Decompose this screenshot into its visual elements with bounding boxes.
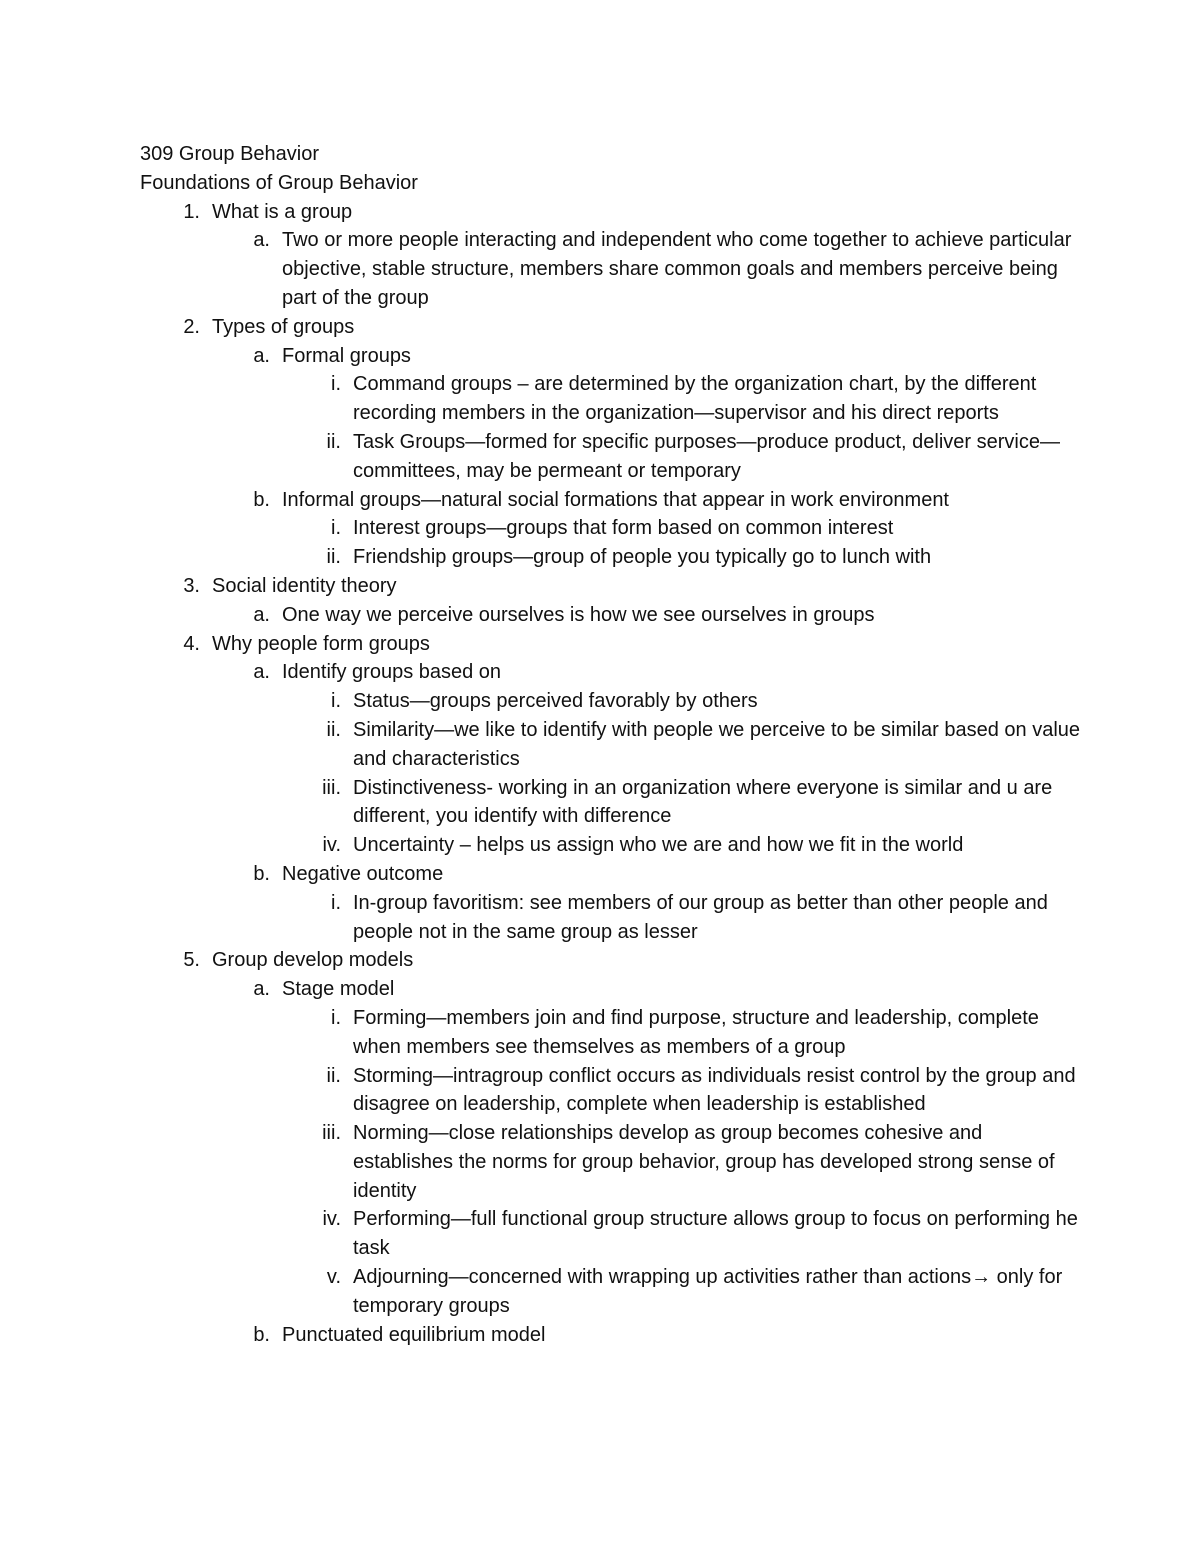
list-item-text: Uncertainty – helps us assign who we are and how we fit in the world <box>353 834 964 857</box>
list-item <box>140 226 1080 312</box>
list-item-text: Informal groups—natural social formations that appear in work environment <box>282 488 949 511</box>
list-item <box>140 428 1080 486</box>
list-item <box>140 601 1080 630</box>
list-item-text: Similarity—we like to identify with people we perceive to be similar based on value and characteristics <box>353 718 1081 770</box>
list-item-text: Adjourning—concerned with wrapping up activities rather than actions→ only for temporary groups <box>353 1266 1063 1317</box>
list-marker: iv. <box>322 834 341 857</box>
list-item-text: Storming—intragroup conflict occurs as individuals resist control by the group and disagree on leadership, complete when leadership is established <box>353 1064 1076 1116</box>
list-marker: a. <box>253 978 270 1001</box>
list-item-text: Identify groups based on <box>282 661 502 684</box>
list-marker: iii. <box>322 1122 341 1145</box>
list-item-text: Group develop models <box>212 949 414 972</box>
list-item <box>140 1205 1080 1263</box>
list-item <box>140 716 1080 774</box>
list-item <box>140 543 1080 572</box>
list-marker: b. <box>253 1323 270 1346</box>
list-item <box>140 1119 1080 1205</box>
list-item <box>140 860 1080 889</box>
list-item <box>140 370 1080 428</box>
list-item-text: One way we perceive ourselves is how we see ourselves in groups <box>282 603 875 626</box>
list-item-text: Social identity theory <box>212 574 397 597</box>
list-item-text: Task Groups—formed for specific purposes—produce product, deliver service—committees, may be permeant or temporary <box>353 430 1060 482</box>
list-item <box>140 687 1080 716</box>
list-item-text: Punctuated equilibrium model <box>282 1323 546 1346</box>
list-item-text: Performing—full functional group structure allows group to focus on performing he task <box>353 1208 1078 1260</box>
list-item <box>140 889 1080 947</box>
list-item-text: Status—groups perceived favorably by others <box>353 690 758 713</box>
list-marker: ii. <box>326 430 341 453</box>
document-subtitle: Foundations of Group Behavior <box>140 171 418 194</box>
list-marker: b. <box>253 862 270 885</box>
list-item <box>140 313 1080 342</box>
list-item-text: Negative outcome <box>282 862 444 885</box>
list-item <box>140 630 1080 659</box>
list-marker: i. <box>331 373 341 396</box>
list-item-text: In-group favoritism: see members of our group as better than other people and people not in the same group as lesser <box>353 891 1048 943</box>
list-item <box>140 1263 1080 1321</box>
list-marker: a. <box>253 661 270 684</box>
document-content <box>140 140 1080 1349</box>
list-item-text: Stage model <box>282 978 395 1001</box>
list-item-text: Two or more people interacting and independent who come together to achieve particular objective, stable structure, members share common goals and members perceive being part of the group <box>282 229 1072 309</box>
list-marker: 1. <box>183 200 200 223</box>
list-item-text: Distinctiveness- working in an organization where everyone is similar and u are different, you identify with difference <box>353 776 1053 828</box>
list-item <box>140 1004 1080 1062</box>
list-item <box>140 572 1080 601</box>
list-marker: ii. <box>326 718 341 741</box>
list-marker: i. <box>331 690 341 713</box>
list-item <box>140 831 1080 860</box>
list-item <box>140 658 1080 687</box>
list-marker: iii. <box>322 776 341 799</box>
document-title: 309 Group Behavior <box>140 143 320 165</box>
list-item <box>140 946 1080 975</box>
list-item-text: Why people form groups <box>212 632 430 655</box>
list-item <box>140 342 1080 371</box>
list-marker: i. <box>331 517 341 540</box>
list-item-text: Formal groups <box>282 344 411 367</box>
list-marker: a. <box>253 344 270 367</box>
list-item-text: Norming—close relationships develop as group becomes cohesive and establishes the norms for group behavior, group has developed strong sense of identity <box>353 1122 1055 1202</box>
list-marker: iv. <box>322 1208 341 1231</box>
list-item-text: Interest groups—groups that form based on common interest <box>353 517 894 540</box>
list-item <box>140 1062 1080 1120</box>
list-marker: b. <box>253 488 270 511</box>
list-item-text: Types of groups <box>212 315 355 338</box>
list-marker: 2. <box>183 315 200 338</box>
list-item <box>140 514 1080 543</box>
list-item <box>140 774 1080 832</box>
list-marker: i. <box>331 1006 341 1029</box>
list-marker: a. <box>253 229 270 252</box>
list-item-text: Command groups – are determined by the organization chart, by the different recording members in the organization—supervisor and his direct reports <box>353 373 1037 425</box>
list-marker: ii. <box>326 546 341 569</box>
list-item-text: What is a group <box>212 200 353 223</box>
list-marker: 4. <box>183 632 200 655</box>
list-marker: ii. <box>326 1064 341 1087</box>
list-marker: i. <box>331 891 341 914</box>
list-marker: 5. <box>183 949 200 972</box>
list-item <box>140 486 1080 515</box>
list-item-text: Friendship groups—group of people you typically go to lunch with <box>353 546 932 569</box>
list-marker: v. <box>326 1266 341 1289</box>
list-item-text: Forming—members join and find purpose, structure and leadership, complete when members see themselves as members of a group <box>353 1006 1039 1058</box>
list-item <box>140 198 1080 227</box>
list-item <box>140 975 1080 1004</box>
list-marker: a. <box>253 603 270 626</box>
list-item <box>140 1321 1080 1350</box>
list-marker: 3. <box>183 574 200 597</box>
